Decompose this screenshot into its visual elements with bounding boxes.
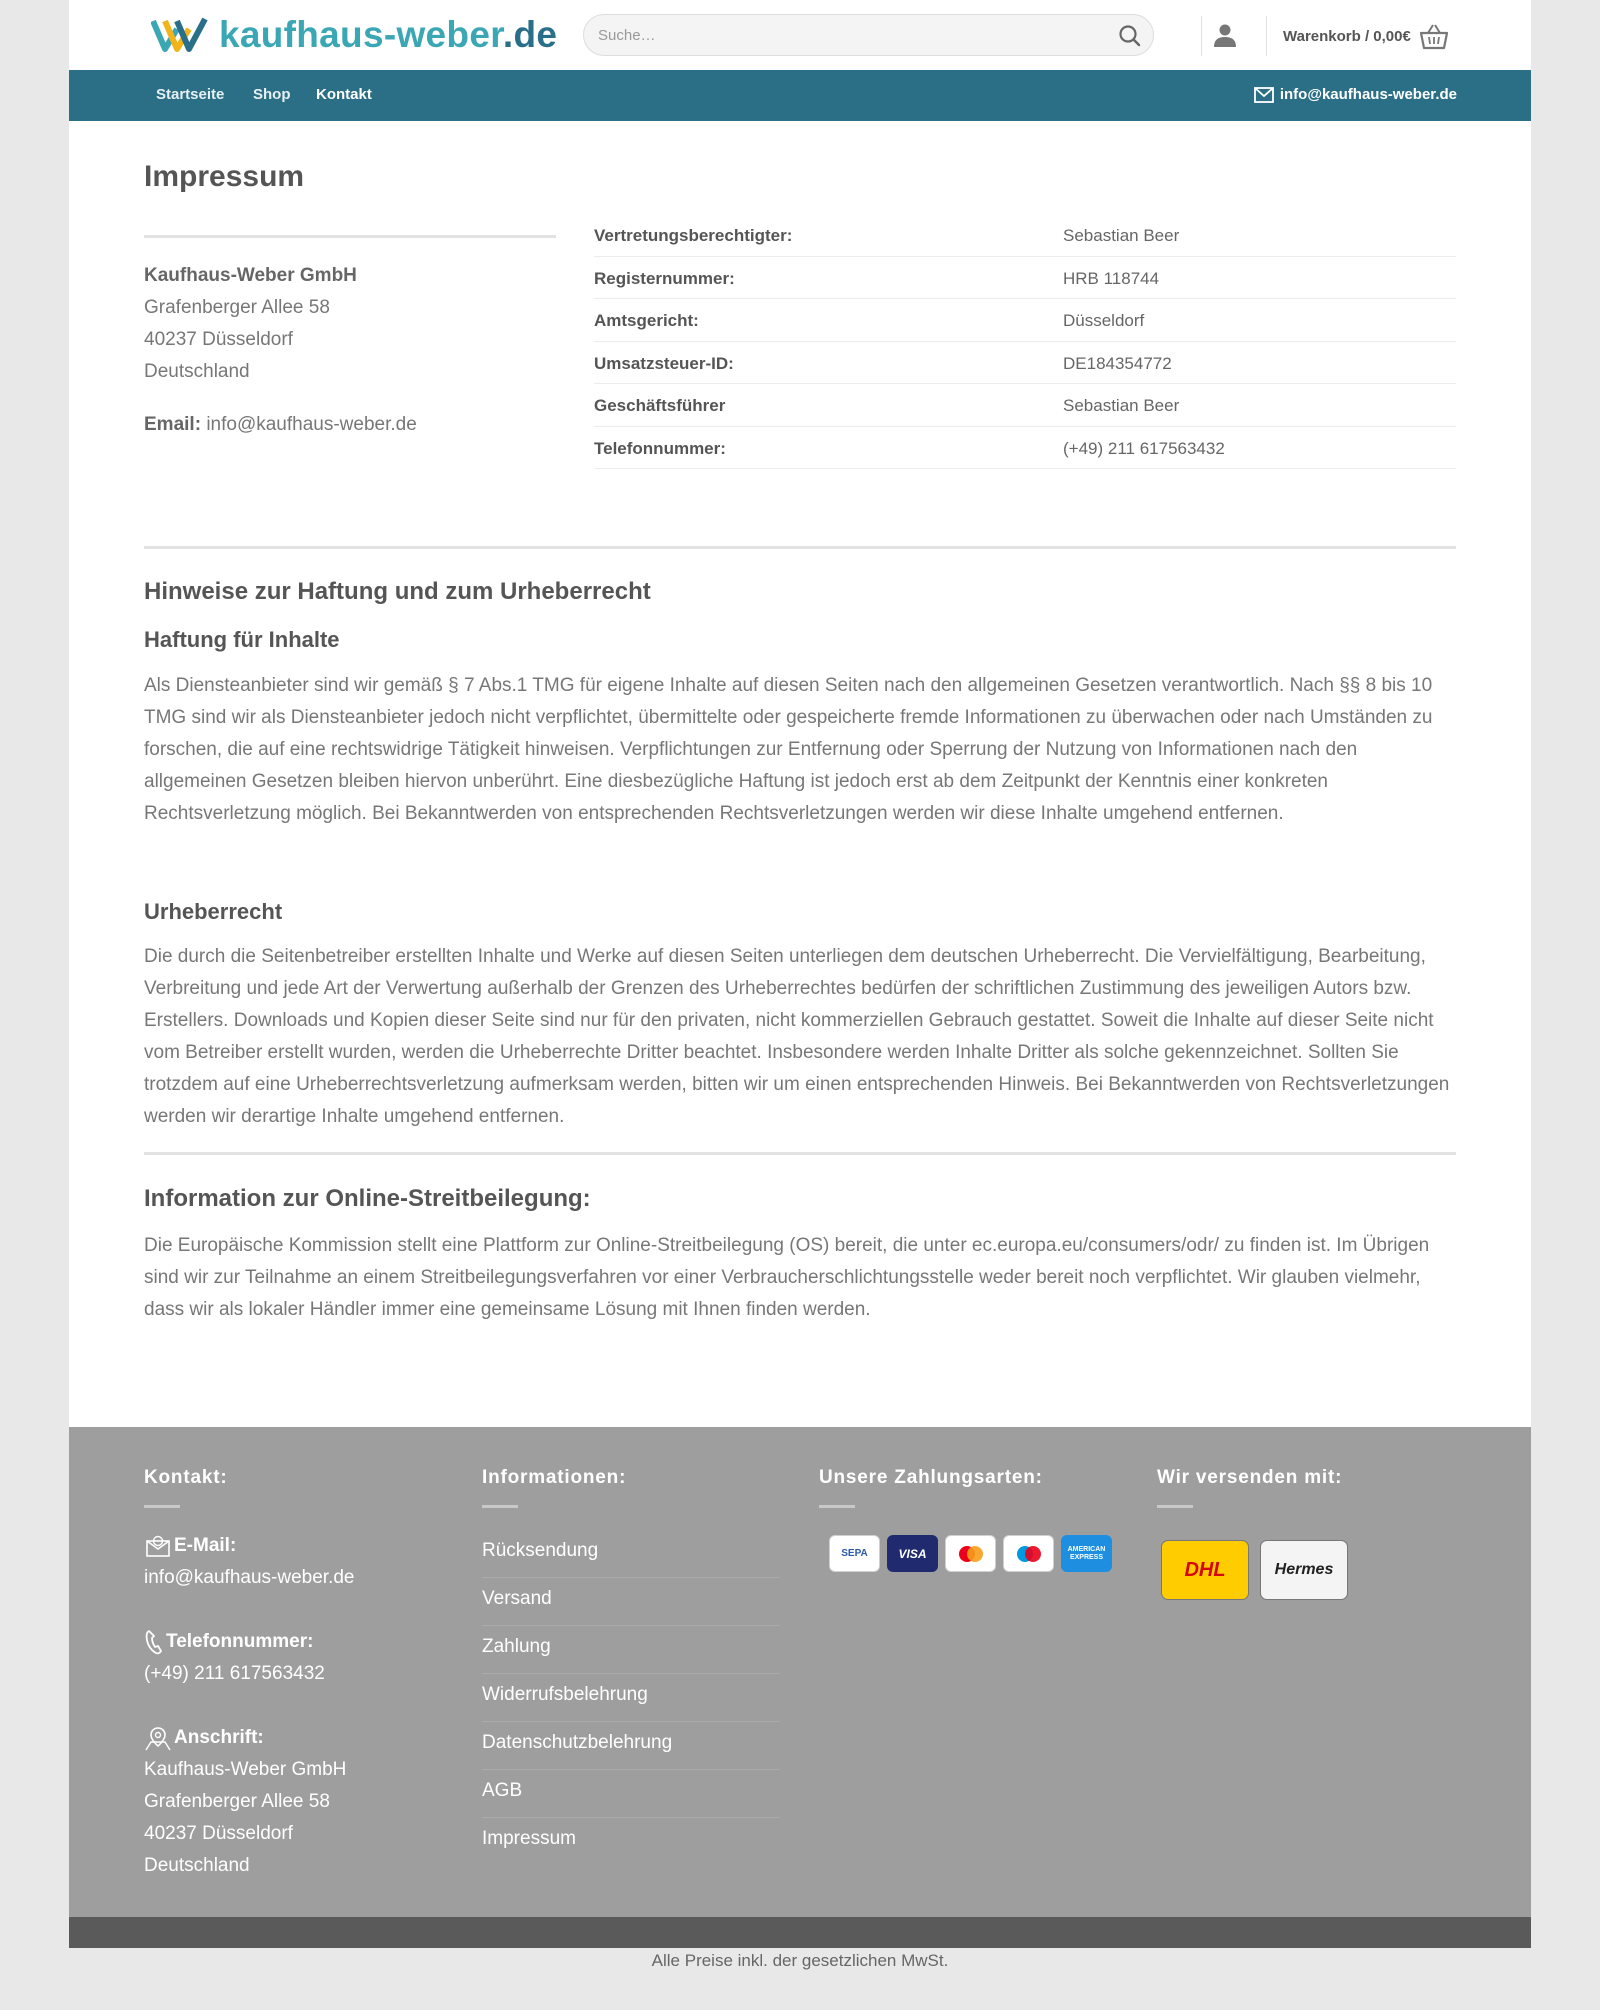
footer-link-zahlung[interactable]: Zahlung <box>482 1626 780 1674</box>
footer-info <box>482 1467 780 1866</box>
maestro-icon <box>1003 1535 1054 1572</box>
detail-value: HRB 118744 <box>1063 268 1160 288</box>
footer-city: 40237 Düsseldorf <box>144 1823 293 1844</box>
table-row <box>594 384 1456 427</box>
nav-email-link[interactable]: info@kaufhaus-weber.de <box>1254 86 1457 103</box>
cart-label: Warenkorb / 0,00€ <box>1283 27 1411 45</box>
footer-link-agb[interactable]: AGB <box>482 1770 780 1818</box>
footer-link-impressum[interactable]: Impressum <box>482 1828 576 1849</box>
shipping-carriers <box>1161 1540 1348 1600</box>
detail-key: Vertretungsberechtigter: <box>594 226 793 245</box>
footer-street: Grafenberger Allee 58 <box>144 1791 330 1812</box>
divider <box>144 1152 1456 1155</box>
detail-key: Registernummer: <box>594 268 735 288</box>
liability-heading: Hinweise zur Haftung und zum Urheberrecht <box>144 578 651 605</box>
cart-button[interactable] <box>1283 22 1449 50</box>
table-row <box>594 342 1456 385</box>
site-header <box>69 0 1531 70</box>
table-row <box>594 257 1456 300</box>
visa-icon: VISA <box>887 1535 938 1572</box>
detail-key: Telefonnummer: <box>594 438 726 458</box>
footer-link-ruecksendung[interactable]: Rücksendung <box>482 1530 780 1578</box>
footer-address-label: Anschrift: <box>144 1722 354 1754</box>
footer-link-versand[interactable]: Versand <box>482 1578 780 1626</box>
company-address <box>144 260 357 388</box>
footer-phone-label: Telefonnummer: <box>144 1626 354 1658</box>
search-input[interactable] <box>598 15 1078 55</box>
mail-icon <box>144 1534 172 1558</box>
table-row <box>594 214 1456 257</box>
phone-icon <box>144 1629 164 1655</box>
header-divider <box>1266 16 1267 56</box>
copyright-text: Die durch die Seitenbetreiber erstellten Inhalte und Werke auf diesen Seiten unterliegen dem deutschen Urheberrecht. Die Vervielfältigung, Bearbeitung, Verbreitung und jede Art der Verwertung außerhalb der Grenzen des Urheberrechtes bedürfen der schriftlichen Zustimmung des jeweiligen Autors bzw. Erstellers. Downloads und Kopien dieser Seite sind nur für den privaten, nicht kommerziellen Gebrauch gestattet. Soweit die Inhalte auf dieser Seite nicht vom Betreiber erstellt wurden, werden die Urheberrechte Dritter beachtet. Insbesondere werden Inhalte Dritter als solche gekennzeichnet. Sollten Sie trotzdem auf eine Urheberrechtsverletzung aufmerksam werden, bitten wir um einen entsprechenden Hinweis. Bei Bekanntwerden von Rechtsverletzungen werden wir derartige Inhalte umgehend entfernen. <box>144 946 1450 1127</box>
footer-contact <box>144 1467 354 1882</box>
email-link[interactable]: info@kaufhaus-weber.de <box>206 414 417 435</box>
map-pin-icon <box>144 1725 172 1751</box>
search-box <box>583 14 1154 56</box>
company-name: Kaufhaus-Weber GmbH <box>144 265 357 286</box>
main-nav <box>69 70 1531 121</box>
footer-info-links <box>482 1530 780 1866</box>
footer-phone-block <box>144 1626 354 1690</box>
content-liability-text: Als Diensteanbieter sind wir gemäß § 7 Abs.1 TMG für eigene Inhalte auf diesen Seiten nach den allgemeinen Gesetzen verantwortlich. Nach §§ 8 bis 10 TMG sind wir als Diensteanbieter jedoch nicht verpflichtet, übermittelte oder gespeicherte fremde Informationen zu überwachen oder nach Umständen zu forschen, die auf eine rechtswidrige Tätigkeit hinweisen. Verpflichtungen zur Entfernung oder Sperrung der Nutzung von Informationen nach den allgemeinen Gesetzen bleiben hiervon unberührt. Eine diesbezügliche Haftung ist jedoch erst ab dem Zeitpunkt der Kenntnis einer konkreten Rechtsverletzung möglich. Bei Bekanntwerden von entsprechenden Rechtsverletzungen werden wir diese Inhalte umgehend entfernen. <box>144 675 1433 824</box>
detail-key: Amtsgericht: <box>594 311 699 330</box>
footer-phone[interactable]: (+49) 211 617563432 <box>144 1663 325 1684</box>
footer-email-label: E-Mail: <box>144 1530 354 1562</box>
footer-company: Kaufhaus-Weber GmbH <box>144 1759 347 1780</box>
divider <box>1157 1505 1193 1508</box>
detail-value: Düsseldorf <box>1063 311 1145 330</box>
footer-country: Deutschland <box>144 1855 250 1876</box>
basket-icon <box>1419 22 1449 50</box>
address-country: Deutschland <box>144 361 250 382</box>
nav-item-startseite[interactable]: Startseite <box>156 86 225 103</box>
logo-w-icon <box>151 17 209 53</box>
footer-address-block <box>144 1722 354 1882</box>
footer-shipping-heading: Wir versenden mit: <box>1157 1467 1343 1488</box>
page-title: Impressum <box>144 160 305 193</box>
detail-value: Sebastian Beer <box>1063 396 1180 415</box>
detail-value: (+49) 211 617563432 <box>1063 438 1225 458</box>
content-liability-heading: Haftung für Inhalte <box>144 627 340 652</box>
divider <box>144 546 1456 549</box>
nav-item-kontakt[interactable]: Kontakt <box>316 86 372 103</box>
envelope-icon <box>1254 87 1274 103</box>
footer-contact-heading: Kontakt: <box>144 1467 228 1488</box>
divider <box>819 1505 855 1508</box>
american-express-icon: AMERICAN EXPRESS <box>1061 1535 1112 1572</box>
copyright-heading: Urheberrecht <box>144 899 283 924</box>
logo-text: kaufhaus-weber.de <box>219 14 558 55</box>
sepa-icon: SEPA <box>829 1535 880 1572</box>
site-logo[interactable] <box>151 14 557 56</box>
payment-methods <box>829 1535 1112 1572</box>
address-street: Grafenberger Allee 58 <box>144 297 330 318</box>
nav-item-shop[interactable]: Shop <box>253 86 291 103</box>
address-city: 40237 Düsseldorf <box>144 329 293 350</box>
footer-payment <box>819 1467 1043 1508</box>
odr-heading: Information zur Online-Streitbeilegung: <box>144 1185 591 1212</box>
user-account-icon[interactable] <box>1212 22 1238 48</box>
divider <box>482 1505 518 1508</box>
divider <box>144 1505 180 1508</box>
company-email <box>144 414 417 436</box>
footer-link-datenschutzbelehrung[interactable]: Datenschutzbelehrung <box>482 1722 780 1770</box>
hermes-logo: Hermes <box>1260 1540 1348 1600</box>
footer-payment-heading: Unsere Zahlungsarten: <box>819 1467 1043 1488</box>
page <box>69 0 1531 2010</box>
footer-shipping <box>1157 1467 1342 1508</box>
detail-key: Geschäftsführer <box>594 396 726 415</box>
footer-bottom-bar <box>69 1917 1531 1948</box>
detail-value: Sebastian Beer <box>1063 226 1180 245</box>
company-details-table <box>594 214 1456 469</box>
header-divider <box>1201 16 1202 56</box>
site-footer <box>69 1427 1531 1917</box>
odr-text: Die Europäische Kommission stellt eine Plattform zur Online-Streitbeilegung (OS) bereit, die unter ec.europa.eu/consumers/odr/ zu finden ist. Im Übrigen sind wir zur Teilnahme an einem Streitbeilegungsverfahren vor einer Verbraucherschlichtungsstelle weder bereit noch verpflichtet. Wir glauben vielmehr, dass wir als lokaler Händler immer eine gemeinsame Lösung mit Ihnen finden werden. <box>144 1235 1430 1320</box>
footer-email-block <box>144 1530 354 1594</box>
mastercard-icon <box>945 1535 996 1572</box>
table-row <box>594 299 1456 342</box>
detail-key: Umsatzsteuer-ID: <box>594 353 734 373</box>
table-row <box>594 427 1456 470</box>
divider <box>144 235 556 238</box>
price-note: Alle Preise inkl. der gesetzlichen MwSt. <box>69 1948 1531 2010</box>
footer-email[interactable]: info@kaufhaus-weber.de <box>144 1567 355 1588</box>
dhl-logo: DHL <box>1161 1540 1249 1600</box>
footer-info-heading: Informationen: <box>482 1467 627 1488</box>
search-icon[interactable] <box>1117 23 1143 49</box>
detail-value: DE184354772 <box>1063 353 1172 373</box>
footer-link-widerrufsbelehrung[interactable]: Widerrufsbelehrung <box>482 1674 780 1722</box>
email-label: Email: <box>144 414 202 435</box>
